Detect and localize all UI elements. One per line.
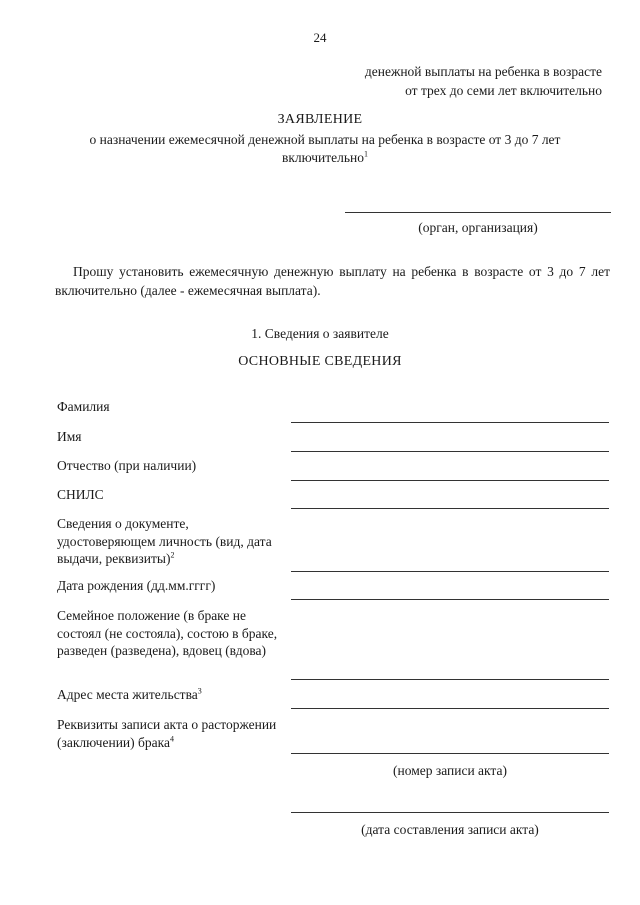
field-footnote-mark: 2	[170, 550, 175, 560]
header-line-1: денежной выплаты на ребенка в возрасте	[364, 64, 602, 79]
section-heading: 1. Сведения о заявителе	[251, 326, 389, 341]
field-footnote-mark: 3	[197, 686, 202, 696]
act-date-caption: (дата составления записи акта)	[361, 822, 539, 837]
field-input-snils[interactable]	[291, 508, 609, 509]
field-label-text: Фамилия	[57, 399, 110, 414]
intro-paragraph: Прошу установить ежемесячную денежную выплату на ребенка в возрасте от 3 до 7 лет включительно (далее - ежемесячная выплата).	[55, 264, 610, 298]
subsection-heading: ОСНОВНЫЕ СВЕДЕНИЯ	[238, 354, 402, 369]
field-label-marriage-act	[57, 716, 282, 751]
field-label-birth-date	[57, 577, 282, 595]
document-subtitle-text: о назначении ежемесячной денежной выплаты на ребенка в возрасте от 3 до 7 лет включительно	[89, 132, 561, 165]
field-label-text: Отчество (при наличии)	[57, 458, 197, 473]
field-label-surname	[57, 398, 282, 416]
document-title: ЗАЯВЛЕНИЕ	[277, 112, 363, 127]
field-label-text: СНИЛС	[57, 487, 104, 502]
field-label-id-document	[57, 515, 282, 568]
field-label-text: Семейное положение (в браке не состоял (не состояла), состою в браке, разведен (разведена), вдовец (вдова)	[57, 608, 278, 658]
field-label-text: Дата рождения (дд.мм.гггг)	[57, 578, 216, 593]
act-number-caption: (номер записи акта)	[393, 763, 507, 778]
field-label-patronymic	[57, 457, 282, 475]
field-input-id-document[interactable]	[291, 571, 609, 572]
field-input-act-number[interactable]	[291, 753, 609, 754]
field-label-text: Имя	[57, 429, 82, 444]
field-label-snils	[57, 486, 282, 504]
field-label-text: Реквизиты записи акта о расторжении (заключении) брака	[57, 717, 277, 750]
field-label-address	[57, 686, 282, 704]
page-number: 24	[313, 30, 327, 45]
field-footnote-mark: 4	[169, 734, 174, 743]
field-input-birth-date[interactable]	[291, 599, 609, 600]
field-input-patronymic[interactable]	[291, 480, 609, 481]
field-input-marital-status[interactable]	[291, 679, 609, 680]
field-label-marital-status	[57, 607, 282, 660]
field-input-address[interactable]	[291, 708, 609, 709]
field-input-act-date[interactable]	[291, 812, 609, 813]
field-label-name	[57, 428, 282, 446]
recipient-line[interactable]	[345, 212, 611, 213]
recipient-caption: (орган, организация)	[418, 220, 538, 235]
document-subtitle	[55, 131, 595, 167]
field-label-text: Адрес места жительства	[57, 687, 198, 702]
subtitle-footnote-mark: 1	[364, 149, 368, 159]
field-input-name[interactable]	[291, 451, 609, 452]
header-line-2: от трех до семи лет включительно	[405, 83, 602, 98]
field-label-text: Сведения о документе, удостоверяющем личность (вид, дата выдачи, реквизиты)	[57, 516, 272, 566]
field-input-surname[interactable]	[291, 422, 609, 423]
